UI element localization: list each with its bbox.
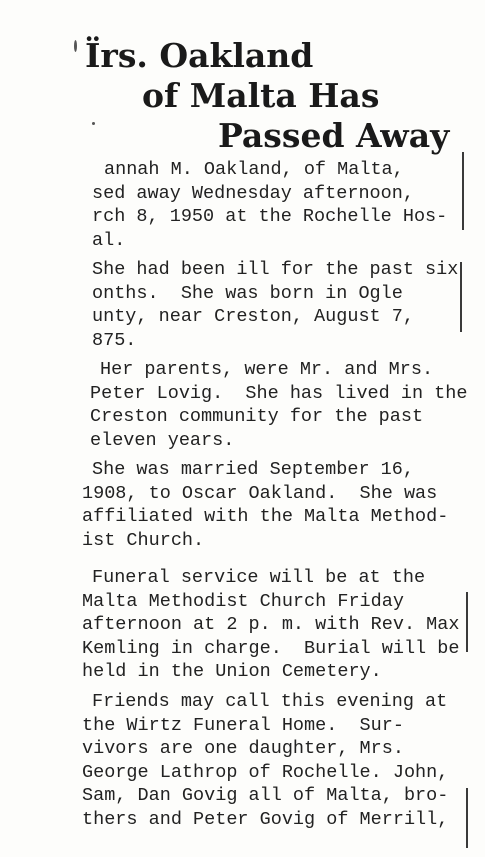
paragraph-line: affiliated with the Malta Method- [82, 506, 449, 528]
paragraph-line: Sam, Dan Govig all of Malta, bro- [82, 785, 449, 807]
paragraph-line: 875. [92, 329, 137, 351]
paragraph-line: the Wirtz Funeral Home. Sur- [82, 714, 404, 736]
paragraph-line: Creston community for the past [90, 406, 424, 428]
scan-speck [92, 122, 95, 125]
scan-speck [74, 40, 77, 52]
paragraph-6 [0, 690, 485, 832]
clipping-edge-rule [466, 592, 468, 652]
paragraph-line: 1908, to Oscar Oakland. She was [82, 482, 438, 504]
paragraph-line: afternoon at 2 p. m. with Rev. Max [82, 614, 460, 636]
paragraph-line: Peter Lovig. She has lived in the [90, 382, 468, 404]
paragraph-line: onths. She was born in Ogle [92, 282, 403, 304]
paragraph-line: sed away Wednesday afternoon, [92, 182, 414, 204]
headline-line-1: Ïrs. Oakland [85, 36, 314, 75]
paragraph-line: al. [92, 229, 126, 251]
clipping-edge-rule [466, 788, 468, 848]
paragraph-line: Funeral service will be at the [92, 567, 426, 588]
paragraph-line: vivors are one daughter, Mrs. [82, 738, 404, 760]
paragraph-1 [0, 158, 485, 252]
paragraph-4 [0, 458, 485, 552]
paragraph-line: annah M. Oakland, of Malta, [104, 159, 404, 180]
paragraph-line: eleven years. [90, 429, 235, 451]
paragraph-2 [0, 258, 485, 352]
paragraph-line: ist Church. [82, 529, 205, 551]
paragraph-5 [0, 566, 485, 684]
obituary-headline [0, 36, 470, 156]
paragraph-line: She had been ill for the past six [92, 259, 459, 280]
paragraph-line: George Lathrop of Rochelle. John, [82, 761, 449, 783]
paragraph-line: held in the Union Cemetery. [82, 661, 382, 683]
paragraph-line: Friends may call this evening at [92, 691, 448, 712]
headline-line-3: Passed Away [218, 116, 450, 155]
paragraph-line: She was married September 16, [92, 459, 414, 480]
paragraph-3 [0, 358, 485, 452]
paragraph-line: Her parents, were Mr. and Mrs. [100, 359, 434, 380]
headline-line-2: of Malta Has [142, 76, 380, 115]
clipping-edge-rule [462, 152, 464, 230]
paragraph-line: thers and Peter Govig of Merrill, [82, 808, 449, 830]
paragraph-line: Malta Methodist Church Friday [82, 590, 404, 612]
clipping-edge-rule [460, 262, 462, 332]
paragraph-line: Kemling in charge. Burial will be [82, 637, 460, 659]
paragraph-line: rch 8, 1950 at the Rochelle Hos- [92, 206, 448, 228]
paragraph-line: unty, near Creston, August 7, [92, 306, 414, 328]
